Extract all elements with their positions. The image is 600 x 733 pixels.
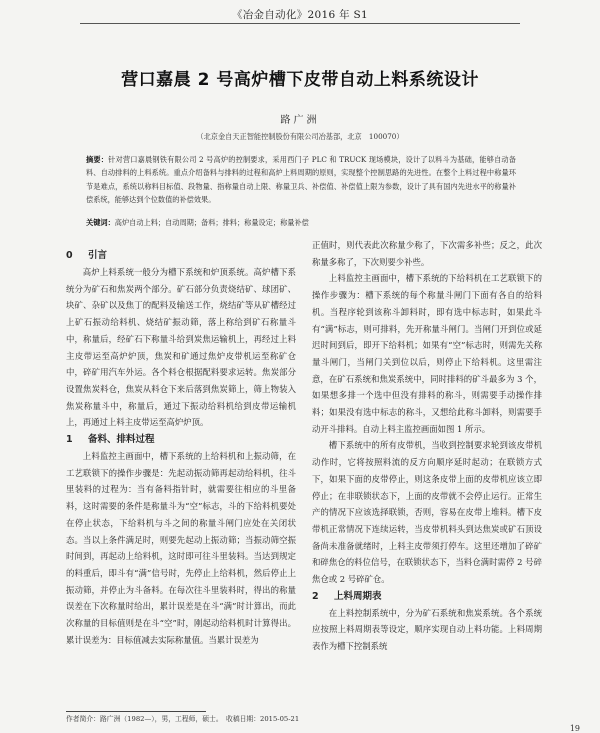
- section-heading-1: [66, 431, 296, 448]
- paragraph: 槽下系统中的所有皮带机，当收到控制要求轮到该皮带机动作时，它将按照料流的反方向顺序延时起动；在联锁方式下，如果下面的皮带停止，则这条皮带上面的皮带机应该立即停止；在非联锁状态下，上面的皮带就不会停止运行。正常生产的情况下应该选择联锁，否则，容易在皮带上堆料。槽下皮带机正常情况下连续运转，当皮带机料头到达焦炭或矿石顶设备尚未准备就绪时，上料主皮带须打停车。这里还增加了碎矿和碎焦仓的料位信号，在联锁状态下，当料仓满时需停 2 号碎焦仓或 2 号碎矿仓。: [312, 440, 542, 585]
- abstract-label: 摘要：: [86, 155, 109, 164]
- paragraph: 在上料控制系统中，分为矿石系统和焦炭系统。各个系统应按照上料周期表等设定，顺序实现自动上料功能。上料周期表作为槽下控制系统: [312, 607, 542, 652]
- page-number: 19: [569, 724, 580, 733]
- section-number: 0: [66, 250, 73, 261]
- abstract: [86, 153, 516, 207]
- paragraph: 高炉上料系统一般分为槽下系统和炉顶系统。高炉槽下系统分为矿石和焦炭两个部分。矿石部分负责烧结矿、球团矿、块矿、杂矿以及焦丁的配料及输送工作，烧结矿等从矿槽经过上矿石振动给料机、烧结矿振动筛，落上称给到矿石称量斗中，称量后，经矿石下称量斗给到炭焦运输机上，再经过上料主皮带运至高炉炉顶，焦炭和矿通过焦炉皮带机运至称矿仓中，碎矿用汽车外运。各个料仓根据配料要求运转。焦炭部分设置焦炭料仓，焦炭从料仓下来后落到焦炭筛上，筛上物装入焦炭称量斗中，称量后，通过下振动给料机给到皮带运输机上，再通过上料主皮带运至高炉炉顶。: [66, 267, 296, 428]
- right-column: [312, 237, 542, 655]
- section-title: 上料周期表: [334, 590, 382, 602]
- running-head: 《冶金自动化》2016 年 S1: [231, 9, 369, 21]
- abstract-text: 针对营口嘉晨钢铁有限公司 2 号高炉的控制要求，采用西门子 PLC 和 TRUCK 现场模块，设计了以料斗为基础，能够自动备料、自动排料的上料系统。重点介绍备料与排料的过程和高炉上料周期的原则，实现整个控制思路的先进性。在整个上料过程中称量环节是难点，系统以称料目标值、段物量、指称量自动上限、称量卫兵、补偿值、补偿值上限为参数，设计了具有国内先进水平的称量补偿系统，能够达到个位数值的补偿效果。: [86, 155, 516, 205]
- section-heading-intro: [66, 247, 296, 264]
- section-heading-2: [312, 588, 542, 605]
- keywords-label: 关键词：: [86, 218, 115, 227]
- section-number: 1: [66, 434, 73, 446]
- section-title: 备料、排料过程: [88, 434, 155, 446]
- paragraph: 上料监控主画面中，槽下系统的上给料机和上振动筛，在工艺联锁下的操作步骤是：先起动振动筛再起动给料机，往斗里装料的过程为：当有备料指针时，就需要往相应的斗里备料，这时需要的条件是称量斗为“空”标志，斗的下给料机要处在停止状态，下给料机与斗之间的称量斗闸门应处在关闭状态。当以上条件满足时，则要先起动上振动筛；当振动筛空振时间到，再起动上给料机，这时即可往斗里装料。当达到规定的料重后，即斗有“满”信号时，先停止上给料机，然后停止上振动筛，并停止为斗备料。在每次往斗里装料时，得出的称量误差在下次称量时给出，累计误差是在斗“满”时计算出，而此次称量的目标值则是在斗“空”时，刚起动给料机时计算得出。累计误差为：目标值减去实际称量值。当累计误差为: [66, 451, 296, 645]
- section-number: 2: [312, 590, 319, 602]
- left-column: [66, 247, 296, 648]
- footnote: 作者简介：路广洲（1982—），男，工程师，硕士。 收稿日期：2015-05-21: [66, 715, 300, 723]
- paragraph: 正值时，则代表此次称量少称了，下次需多补些；反之，此次称量多称了，下次则要少补些。: [312, 240, 542, 267]
- keywords-text: 高炉自动上料；自动周期；备料；排料；称量设定；称量补偿: [114, 218, 309, 227]
- keywords: [86, 216, 516, 229]
- affiliation: （北京金自天正智能控制股份有限公司冶基部，北京 100070）: [196, 132, 404, 141]
- paragraph: 上料监控主画面中，槽下系统的下给料机在工艺联锁下的操作步骤为：槽下系统的每个称量斗闸门下面有各自的给料机。当程序轮到该称斗卸料时，即有选中标志时，如果此斗有“满”标志，则可排料，先开称量斗闸门。当闸门开到位或延迟时间到后，即开下给料机；如果有“空”标志时，则需先关称量斗闸门，当闸门关到位以后，则停止下给料机。这里需注意，在矿石系统和焦炭系统中，同时排料的矿斗最多为 3 个，如果想多排一个选中但没有排料的称斗，则需要手动操作排料；如果没有选中标志的称斗，又想给此称斗卸料，则需要手动开斗排料。自动上料主监控画面如图 1 所示。: [312, 273, 542, 434]
- header-rule: [80, 23, 520, 24]
- footnote-rule: [66, 711, 206, 712]
- paper-title: 营口嘉晨 2 号高炉槽下皮带自动上料系统设计: [121, 70, 479, 90]
- section-title: 引言: [88, 250, 108, 261]
- author-name: 路广洲: [280, 115, 320, 126]
